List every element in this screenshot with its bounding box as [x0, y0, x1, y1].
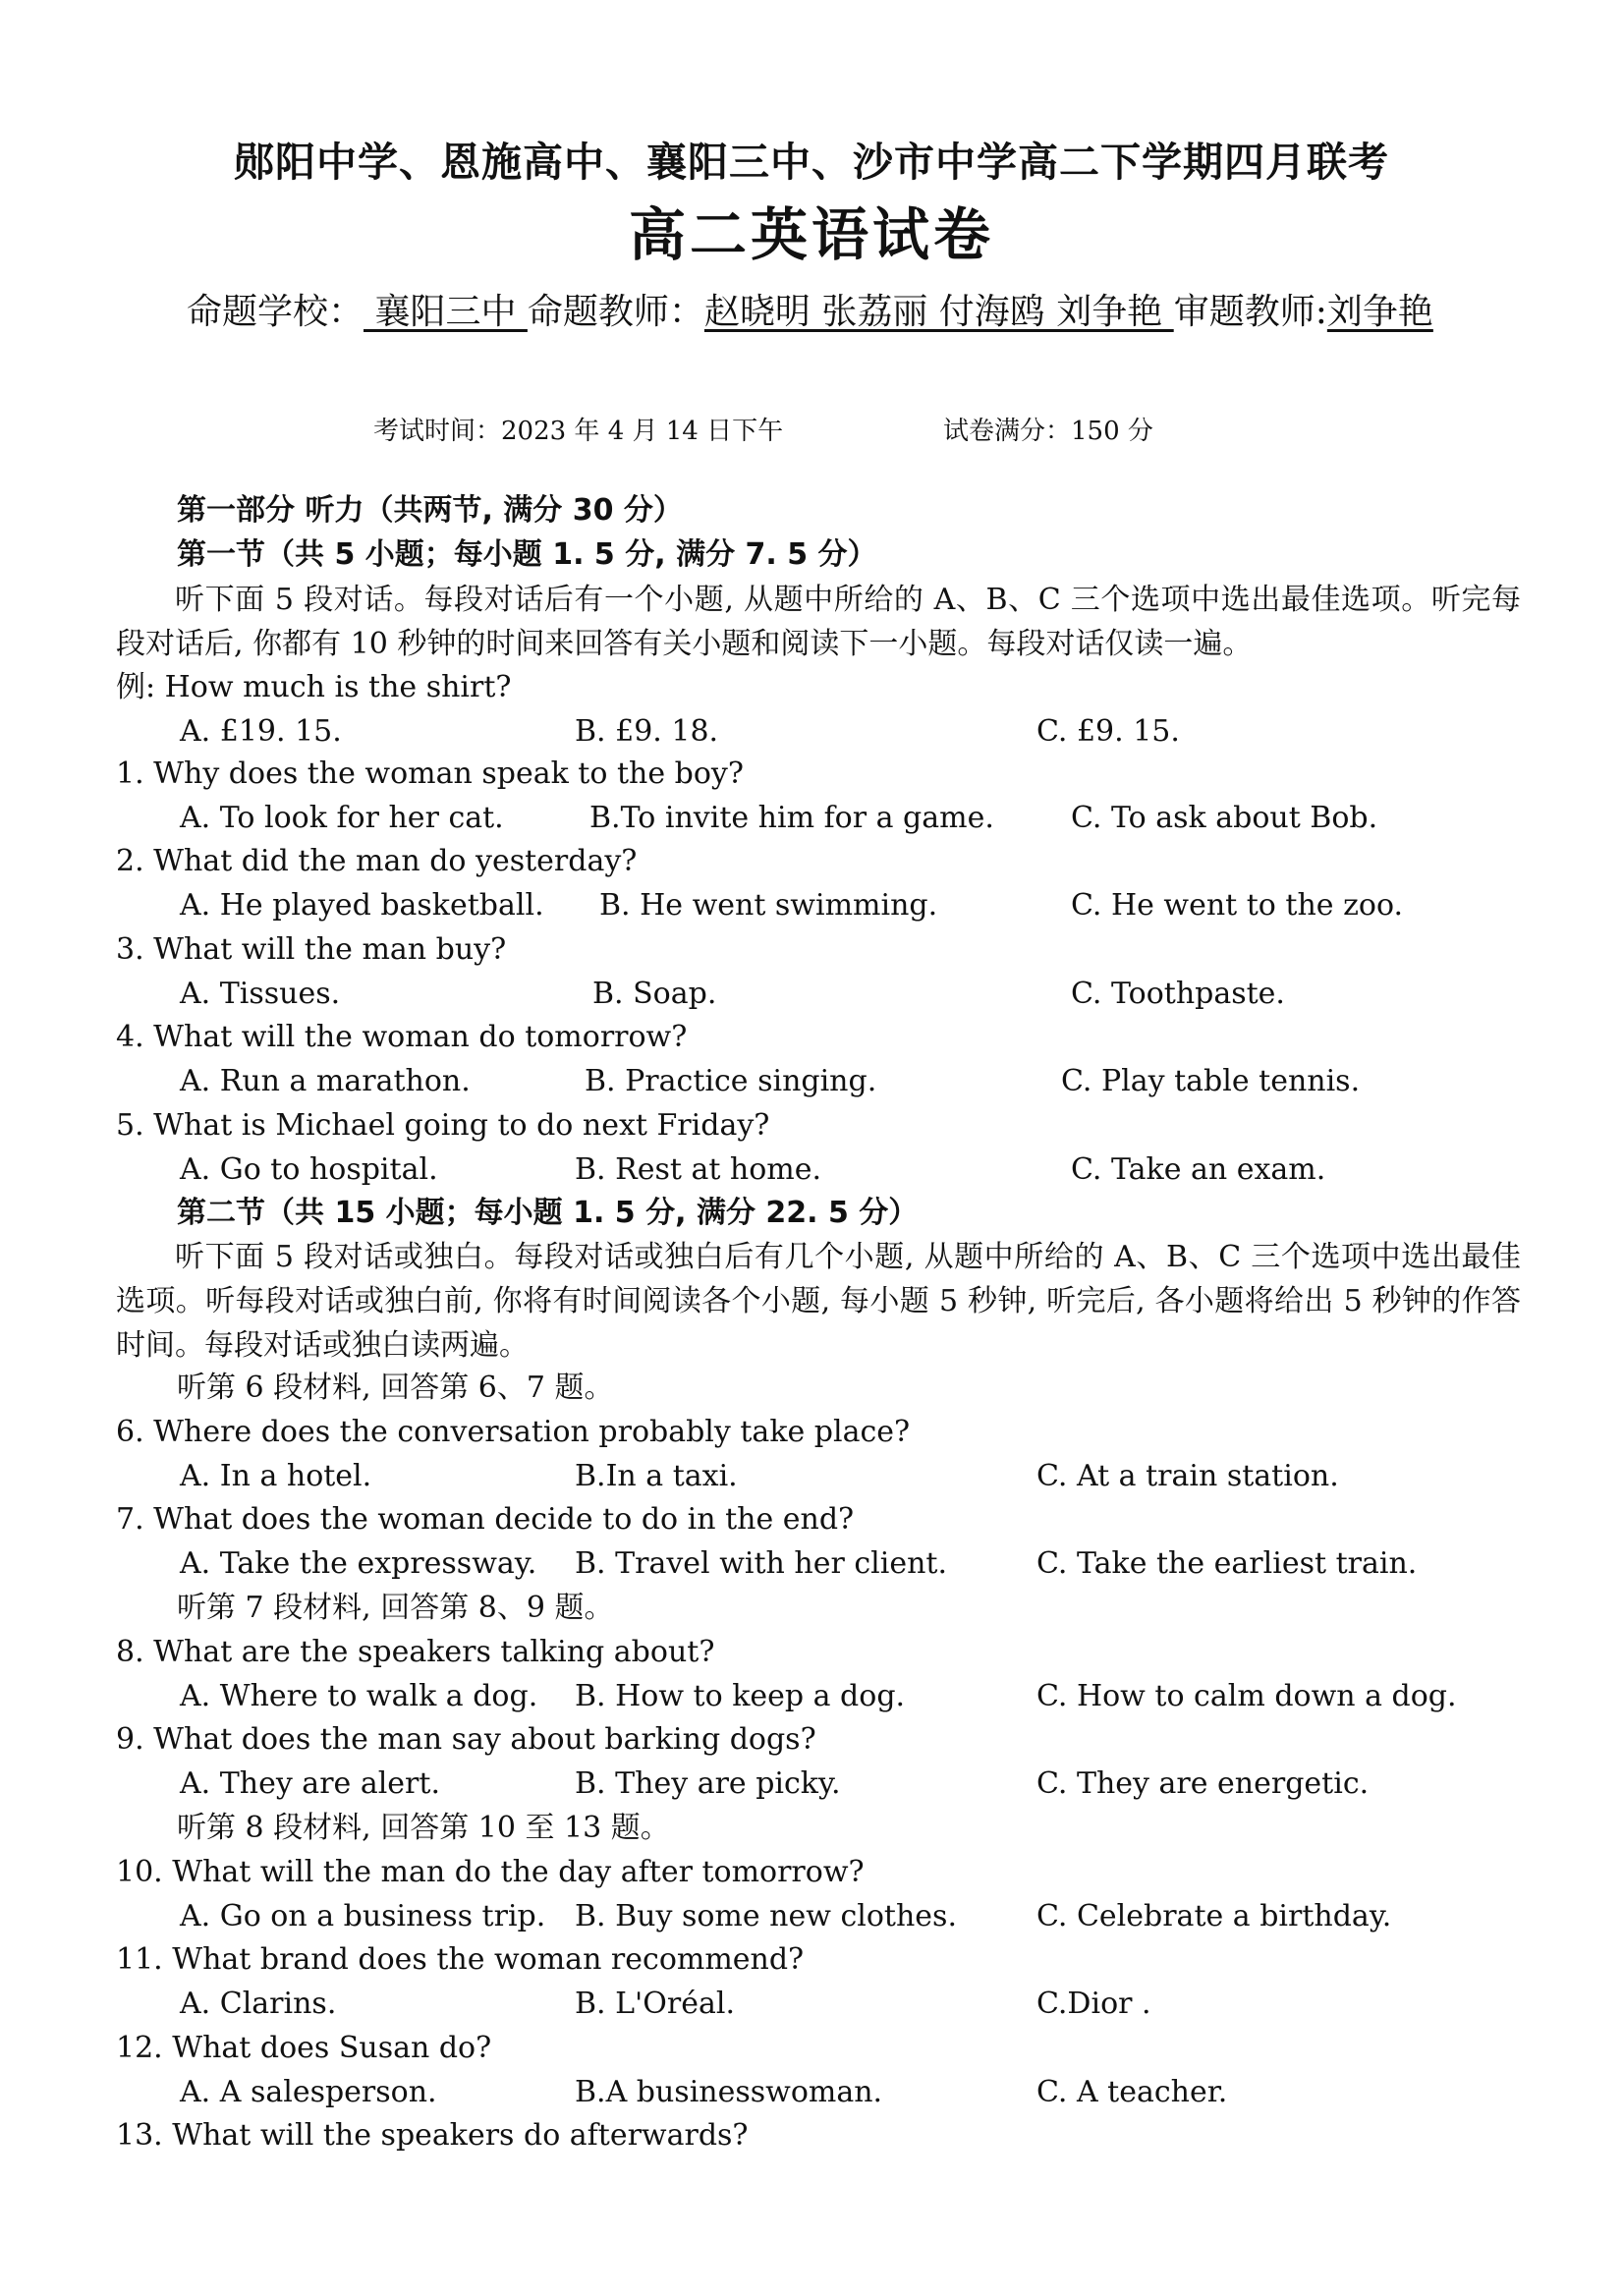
teachers-names: 赵晓明 张荔丽 付海鸥 刘争艳	[703, 292, 1174, 332]
question-11: 11. What brand does the woman recommend?	[116, 1942, 805, 1977]
exam-title: 高二英语试卷	[628, 201, 994, 268]
question-10: 10. What will the man do the day after tomorrow?	[116, 1855, 865, 1889]
q6-option-a: A. In a hotel.	[180, 1459, 372, 1493]
q9-option-a: A. They are alert.	[180, 1766, 440, 1801]
reviewer-label: 审题教师:	[1173, 292, 1327, 332]
reviewer-name: 刘争艳	[1326, 292, 1433, 332]
q6-option-b: B.In a taxi.	[575, 1459, 738, 1493]
q8-option-a: A. Where to walk a dog.	[180, 1679, 538, 1713]
q7-option-c: C. Take the earliest train.	[1036, 1546, 1418, 1581]
example-option-b: B. £9. 18.	[575, 714, 719, 749]
q1-option-a: A. To look for her cat.	[180, 801, 504, 835]
q3-option-a: A. Tissues.	[180, 977, 341, 1011]
q12-option-c: C. A teacher.	[1036, 2075, 1228, 2109]
q3-option-b: B. Soap.	[592, 977, 717, 1011]
q2-option-a: A. He played basketball.	[180, 888, 544, 923]
question-8: 8. What are the speakers talking about?	[116, 1635, 715, 1669]
q10-option-b: B. Buy some new clothes.	[575, 1899, 957, 1933]
section1-heading: 第一节（共 5 小题；每小题 1. 5 分, 满分 7. 5 分）	[177, 537, 877, 572]
section2-heading: 第二节（共 15 小题；每小题 1. 5 分, 满分 22. 5 分）	[177, 1196, 919, 1230]
example-option-a: A. £19. 15.	[180, 714, 342, 749]
material-6-note: 听第 6 段材料, 回答第 6、7 题。	[177, 1371, 614, 1405]
full-score: 试卷满分：150 分	[943, 417, 1153, 446]
q11-option-a: A. Clarins.	[180, 1987, 337, 2021]
part1-heading: 第一部分 听力（共两节, 满分 30 分）	[177, 493, 683, 528]
q8-option-c: C. How to calm down a dog.	[1036, 1679, 1457, 1713]
exam-time: 考试时间：2023 年 4 月 14 日下午	[373, 417, 784, 446]
exam-title-schools: 郧阳中学、恩施高中、襄阳三中、沙市中学高二下学期四月联考	[234, 139, 1389, 186]
q6-option-c: C. At a train station.	[1036, 1459, 1339, 1493]
school-name: 襄阳三中	[364, 292, 528, 332]
credits-block	[187, 273, 1533, 352]
q9-option-b: B. They are picky.	[575, 1766, 841, 1801]
q7-option-b: B. Travel with her client.	[575, 1546, 947, 1581]
q10-option-c: C. Celebrate a birthday.	[1036, 1899, 1392, 1933]
section2-instructions: 听下面 5 段对话或独白。每段对话或独白后有几个小题, 从题中所给的 A、B、C 三个选项中选出最佳选项。听每段对话或独白前, 你将有时间阅读各个小题, 每小题 5 秒钟, 听完后, 各小题将给出 5 秒钟的作答时间。每段对话或独白读两遍。	[116, 1240, 1521, 1363]
question-2: 2. What did the man do yesterday?	[116, 844, 638, 878]
teachers-label: 命题教师：	[527, 292, 704, 332]
q3-option-c: C. Toothpaste.	[1071, 977, 1285, 1011]
q4-option-c: C. Play table tennis.	[1061, 1064, 1361, 1098]
q8-option-b: B. How to keep a dog.	[575, 1679, 906, 1713]
question-3: 3. What will the man buy?	[116, 932, 507, 967]
question-4: 4. What will the woman do tomorrow?	[116, 1020, 688, 1054]
question-13: 13. What will the speakers do afterwards?	[116, 2118, 749, 2153]
q2-option-c: C. He went to the zoo.	[1071, 888, 1404, 923]
q11-option-c: C.Dior .	[1036, 1987, 1151, 2021]
q1-option-b: B.To invite him for a game.	[589, 801, 994, 835]
q9-option-c: C. They are energetic.	[1036, 1766, 1370, 1801]
section1-instructions: 听下面 5 段对话。每段对话后有一个小题, 从题中所给的 A、B、C 三个选项中选出最佳选项。听完每段对话后, 你都有 10 秒钟的时间来回答有关小题和阅读下一小题。每段对话仅读一遍。	[116, 583, 1521, 661]
q7-option-a: A. Take the expressway.	[180, 1546, 537, 1581]
material-8-note: 听第 8 段材料, 回答第 10 至 13 题。	[177, 1811, 670, 1845]
question-9: 9. What does the man say about barking dogs?	[116, 1722, 816, 1757]
q5-option-c: C. Take an exam.	[1071, 1152, 1326, 1187]
q1-option-c: C. To ask about Bob.	[1071, 801, 1378, 835]
q12-option-b: B.A businesswoman.	[575, 2075, 883, 2109]
q10-option-a: A. Go on a business trip.	[180, 1899, 546, 1933]
q12-option-a: A. A salesperson.	[180, 2075, 437, 2109]
q4-option-b: B. Practice singing.	[585, 1064, 877, 1098]
material-7-note: 听第 7 段材料, 回答第 8、9 题。	[177, 1591, 614, 1625]
example-option-c: C. £9. 15.	[1036, 714, 1180, 749]
school-label: 命题学校：	[187, 292, 364, 332]
question-5: 5. What is Michael going to do next Friday?	[116, 1108, 770, 1143]
question-12: 12. What does Susan do?	[116, 2031, 492, 2065]
q4-option-a: A. Run a marathon.	[180, 1064, 471, 1098]
question-7: 7. What does the woman decide to do in the end?	[116, 1502, 855, 1537]
q5-option-a: A. Go to hospital.	[180, 1152, 438, 1187]
question-6: 6. Where does the conversation probably take place?	[116, 1415, 911, 1449]
q2-option-b: B. He went swimming.	[599, 888, 938, 923]
example-question: 例: How much is the shirt?	[116, 670, 512, 704]
question-1: 1. Why does the woman speak to the boy?	[116, 756, 744, 791]
q11-option-b: B. L'Oréal.	[575, 1987, 735, 2021]
q5-option-b: B. Rest at home.	[575, 1152, 822, 1187]
